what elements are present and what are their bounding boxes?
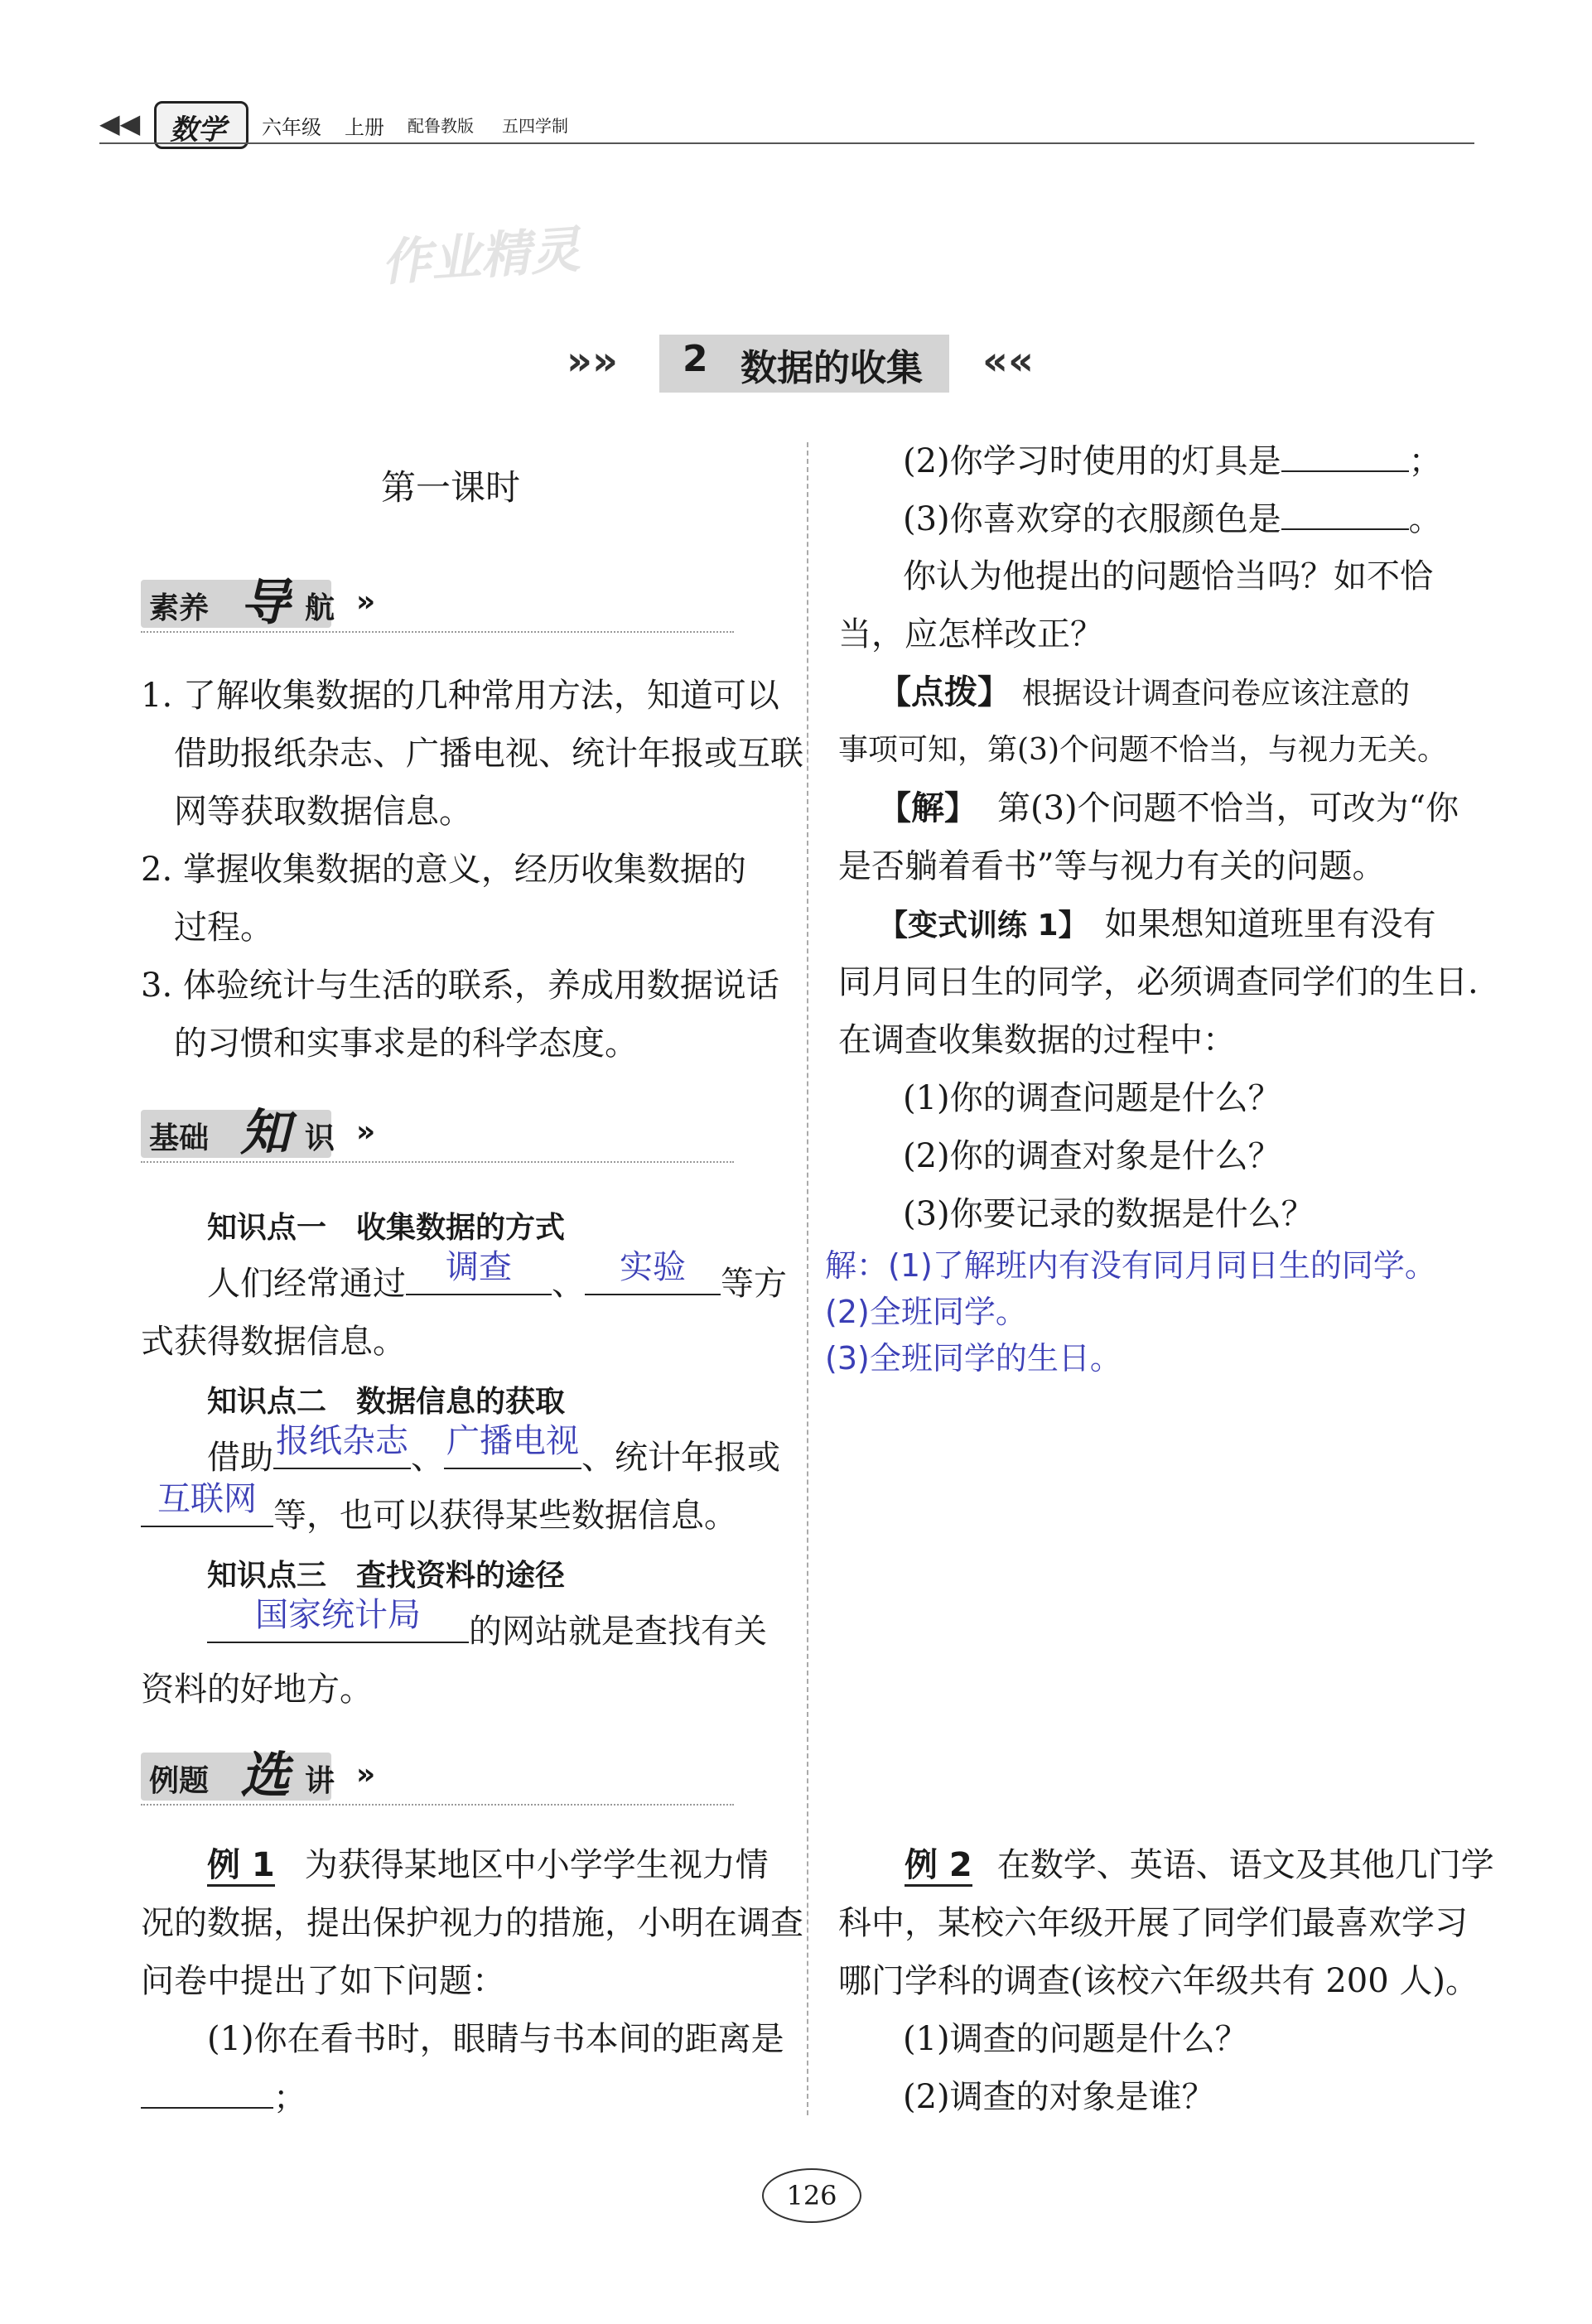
section-example-rule [141,1804,734,1806]
section-basic-knowledge-label-a: 基础 [149,1121,210,1155]
example-1-question-3-blank [1281,490,1409,530]
knowledge-point-1-answer-2: 实验 [620,1248,686,1286]
example-1-question-1-answer-line [141,2069,306,2126]
knowledge-point-2-line-1 [207,1422,780,1486]
chapter-title: 数据的收集 [741,347,923,389]
variant-training-line-3: 在调查收集数据的过程中： [838,1021,1236,1059]
section-basic-knowledge-rule [141,1161,734,1163]
example-1-line-2: 况的数据，提出保护视力的措施，小明在调查 [141,1904,803,1942]
example-1-line-3: 问卷中提出了如下问题： [141,1962,505,2000]
example-1-ask-line-2: 当，应怎样改正？ [838,615,1103,653]
goal-3-line-1: 3. 体验统计与生活的联系，养成用数据说话 [141,967,779,1005]
goal-2-line-2: 过程。 [174,909,273,947]
variant-training-label: 【变式训练 1】 [878,909,1088,943]
example-1-solution-line-2: 是否躺着看书”等与视力有关的问题。 [838,847,1386,885]
header-volume: 上册 [345,116,384,139]
variant-training-answer-1: 解：(1)了解班内有没有同月同日生的同学。 [825,1247,1436,1284]
knowledge-point-2-title: 知识点二 数据信息的获取 [207,1385,566,1419]
page-number-badge [762,2168,861,2223]
example-2-label: 例 2 [905,1846,972,1887]
example-1-question-3 [903,490,1442,547]
knowledge-point-1-post: 等方 [721,1265,787,1303]
knowledge-point-1-title: 知识点一 收集数据的方式 [207,1211,566,1245]
example-1-question-2-text: (2)你学习时使用的灯具是 [903,442,1281,480]
knowledge-point-2-line-2-text: 等，也可以获得某些数据信息。 [273,1497,737,1535]
column-divider [807,442,808,2115]
chapter-arrows-left: »» [567,338,619,384]
example-1-question-1-blank [141,2069,273,2109]
knowledge-point-1-sep: 、 [552,1265,585,1303]
example-1-tip-line-1 [878,664,1410,722]
knowledge-point-1-line-1 [207,1248,787,1312]
example-1-line-1 [207,1837,769,1893]
variant-training-question-3: (3)你要记录的数据是什么？ [903,1195,1315,1233]
example-2-line-1 [905,1837,1494,1893]
knowledge-point-3-blank [207,1596,469,1643]
knowledge-point-2-answer-2: 广播电视 [446,1422,579,1460]
header-system: 五四学制 [502,116,568,136]
knowledge-point-3-answer: 国家统计局 [255,1596,421,1634]
variant-training-line-1-text: 如果想知道班里有没有 [1104,905,1436,943]
section-example-arrows: » [356,1757,376,1791]
header-edition: 配鲁教版 [408,116,474,136]
knowledge-point-1-answer-1: 调查 [446,1248,512,1286]
knowledge-point-1-line-2: 式获得数据信息。 [141,1323,406,1361]
example-1-question-2-blank [1281,432,1409,472]
example-1-tip-label: 【点拨】 [878,673,1011,711]
section-literacy-guide-label-b: 导 [240,574,290,632]
example-1-question-2 [903,432,1442,489]
goal-1-line-2: 借助报纸杂志、广播电视、统计年报或互联 [174,735,803,773]
example-1-tip-line-2: 事项可知，第(3)个问题不恰当，与视力无关。 [838,733,1447,767]
knowledge-point-2-blank-2 [444,1422,581,1469]
knowledge-point-2-answer-1: 报纸杂志 [276,1422,408,1460]
knowledge-point-2-line-2 [141,1480,737,1544]
header-logo-text: 数学 [170,113,226,147]
chapter-number: 2 [683,338,708,380]
section-literacy-guide-rule [141,631,734,633]
variant-training-answer-2: (2)全班同学。 [825,1294,1027,1330]
example-1-question-2-end: ； [1408,442,1442,480]
section-basic-knowledge-label-c: 识 [305,1121,335,1155]
knowledge-point-2-blank-1 [273,1422,411,1469]
example-1-solution-line-1-text: 第(3)个问题不恰当，可改为“你 [997,789,1459,827]
example-2-question-1: (1)调查的问题是什么？ [903,2020,1248,2058]
header [99,99,1474,149]
variant-training-question-1: (1)你的调查问题是什么？ [903,1079,1281,1117]
goal-1-line-3: 网等获取数据信息。 [174,793,472,831]
example-1-solution-label: 【解】 [878,789,977,827]
example-1-question-1-end: ； [273,2079,306,2117]
section-literacy-guide-label-c: 航 [305,591,335,625]
section-literacy-guide-label-a: 素养 [149,591,210,625]
example-2-line-3: 哪门学科的调查(该校六年级共有 200 人)。 [838,1962,1479,2000]
section-example-label-b: 选 [240,1747,290,1805]
lesson-title: 第一课时 [381,467,521,508]
knowledge-point-1-pre: 人们经常通过 [207,1265,406,1303]
knowledge-point-2-answer-3: 互联网 [157,1480,257,1518]
header-arrows-icon: ◀◀ [99,108,141,139]
section-example-label-c: 讲 [305,1764,335,1798]
example-2-line-2: 科中，某校六年级开展了同学们最喜欢学习 [838,1904,1468,1942]
example-1-question-1: (1)你在看书时，眼睛与书本间的距离是 [207,2020,784,2058]
section-example-label-a: 例题 [149,1764,210,1798]
section-basic-knowledge-arrows: » [356,1115,376,1149]
watermark: 作业精灵 [379,220,582,293]
knowledge-point-2-post: 、统计年报或 [581,1439,780,1477]
example-1-question-3-text: (3)你喜欢穿的衣服颜色是 [903,500,1281,538]
variant-training-answer-3: (3)全班同学的生日。 [825,1340,1122,1377]
variant-training-question-2: (2)你的调查对象是什么？ [903,1137,1281,1175]
knowledge-point-1-blank-2 [585,1248,721,1295]
example-1-solution-line-1 [878,780,1459,837]
goal-1-line-1: 1. 了解收集数据的几种常用方法，知道可以 [141,677,779,715]
variant-training-line-1 [878,896,1436,954]
knowledge-point-3-post: 的网站就是查找有关 [469,1613,767,1651]
example-1-question-3-end: 。 [1408,500,1442,538]
knowledge-point-3-line-1 [207,1596,767,1660]
example-1-label: 例 1 [207,1846,275,1887]
page-number: 126 [786,2180,837,2211]
section-basic-knowledge-label-b: 知 [240,1104,290,1162]
knowledge-point-3-line-2: 资料的好地方。 [141,1671,373,1709]
knowledge-point-3-title: 知识点三 查找资料的途径 [207,1559,566,1593]
knowledge-point-2-blank-3 [141,1480,273,1527]
goal-3-line-2: 的习惯和实事求是的科学态度。 [174,1025,638,1063]
goal-2-line-1: 2. 掌握收集数据的意义，经历收集数据的 [141,851,746,889]
header-rule [99,142,1474,144]
example-1-line-1-text: 为获得某地区中小学学生视力情 [304,1846,769,1884]
knowledge-point-1-blank-1 [406,1248,552,1295]
knowledge-point-2-pre: 借助 [207,1439,273,1477]
example-1-tip-line-1-text: 根据设计调查问卷应该注意的 [1022,677,1411,711]
example-2-line-1-text: 在数学、英语、语文及其他几门学 [996,1846,1494,1884]
example-1-ask-line-1: 你认为他提出的问题恰当吗？如不恰 [903,557,1433,595]
section-literacy-guide-arrows: » [356,585,376,619]
chapter-arrows-right: «« [982,338,1035,384]
knowledge-point-2-sep: 、 [411,1439,444,1477]
example-2-question-2: (2)调查的对象是谁？ [903,2078,1215,2116]
header-grade: 六年级 [262,116,321,139]
variant-training-line-2: 同月同日生的同学，必须调查同学们的生日. [838,963,1479,1001]
